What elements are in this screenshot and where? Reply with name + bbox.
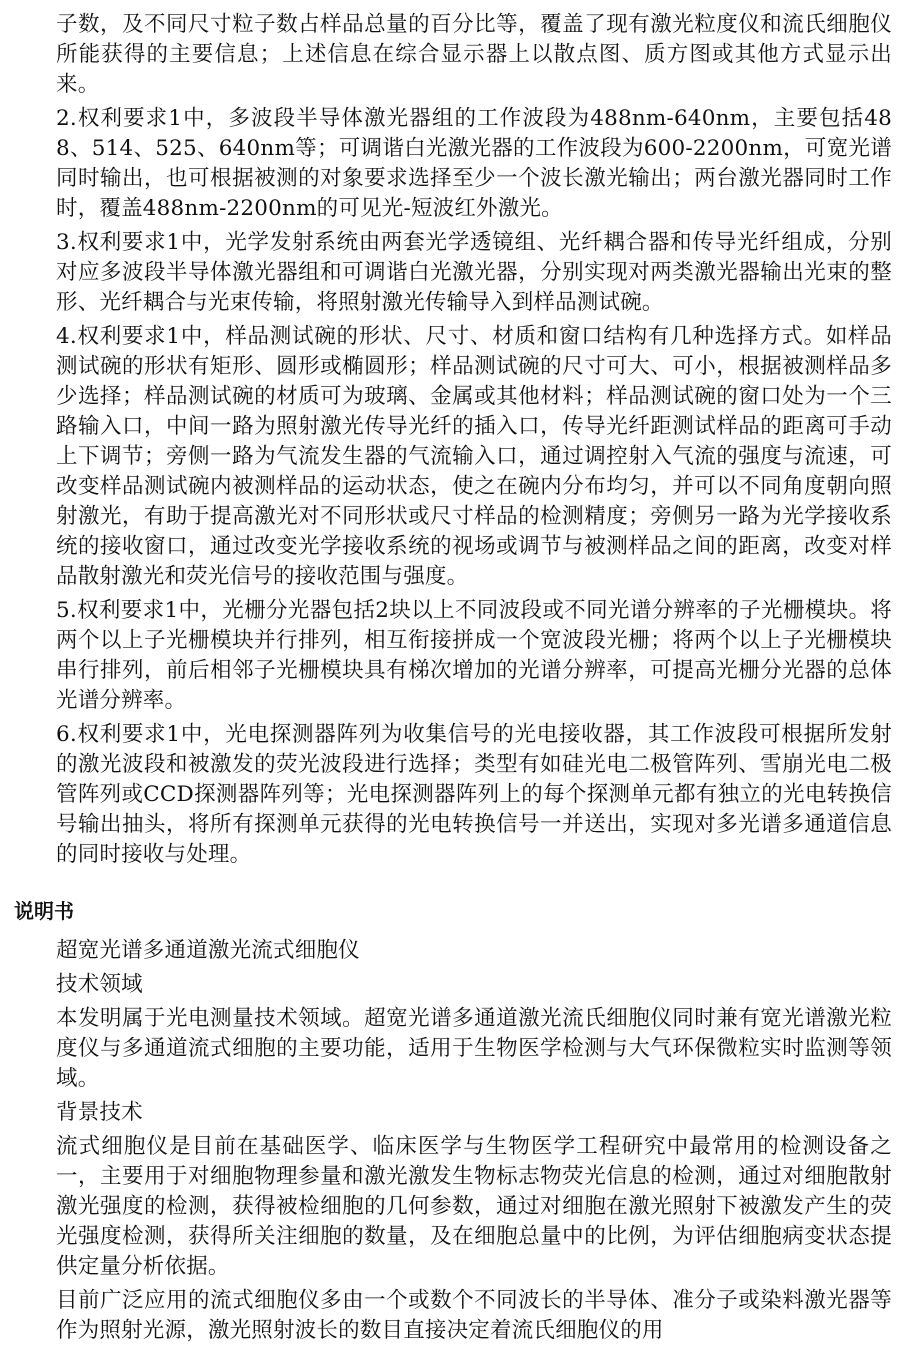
claim-5: 5.权利要求1中，光栅分光器包括2块以上不同波段或不同光谱分辨率的子光栅模块。将两个以上子光栅模块并行排列，相互衔接拼成一个宽波段光栅；将两个以上子光栅模块串行排列，前后相邻子光栅模块具有梯次增加的光谱分辨率，可提高光栅分光器的总体光谱分辨率。 [56, 598, 892, 713]
technical-field-text: 本发明属于光电测量技术领域。超宽光谱多通道激光流氏细胞仪同时兼有宽光谱激光粒度仪与多通道流式细胞的主要功能，适用于生物医学检测与大气环保微粒实时监测等领域。 [56, 1006, 892, 1091]
description-section [56, 936, 892, 1346]
claim-1-continuation: 子数，及不同尺寸粒子数占样品总量的百分比等，覆盖了现有激光粒度仪和流氏细胞仪所能获得的主要信息；上述信息在综合显示器上以散点图、质方图或其他方式显示出来。 [56, 12, 892, 97]
invention-title: 超宽光谱多通道激光流式细胞仪 [56, 938, 360, 963]
background-heading: 背景技术 [56, 1100, 143, 1125]
claim-2: 2.权利要求1中，多波段半导体激光器组的工作波段为488nm-640nm，主要包括488、514、525、640nm等；可调谐白光激光器的工作波段为600-2200nm，可宽光谱同时输出，也可根据被测的对象要求选择至少一个波长激光输出；两台激光器同时工作时，覆盖488nm-2200nm的可见光-短波红外激光。 [56, 106, 892, 221]
technical-field-heading: 技术领域 [56, 972, 143, 997]
claim-3: 3.权利要求1中，光学发射系统由两套光学透镜组、光纤耦合器和传导光纤组成，分别对应多波段半导体激光器组和可调谐白光激光器，分别实现对两类激光器输出光束的整形、光纤耦合与光束传输，将照射激光传输导入到样品测试碗。 [56, 230, 892, 315]
claims-section [56, 10, 892, 870]
claim-4: 4.权利要求1中，样品测试碗的形状、尺寸、材质和窗口结构有几种选择方式。如样品测试碗的形状有矩形、圆形或椭圆形；样品测试碗的尺寸可大、可小，根据被测样品多少选择；样品测试碗的材质可为玻璃、金属或其他材料；样品测试碗的窗口处为一个三路输入口，中间一路为照射激光传导光纤的插入口，传导光纤距测试样品的距离可手动上下调节；旁侧一路为气流发生器的气流输入口，通过调控射入气流的强度与流速，可改变样品测试碗内被测样品的运动状态，使之在碗内分布均匀，并可以不同角度朝向照射激光，有助于提高激光对不同形状或尺寸样品的检测精度；旁侧另一路为光学接收系统的接收窗口，通过改变光学接收系统的视场或调节与被测样品之间的距离，改变对样品散射激光和荧光信号的接收范围与强度。 [56, 324, 892, 589]
background-paragraph-1: 流式细胞仪是目前在基础医学、临床医学与生物医学工程研究中最常用的检测设备之一，主要用于对细胞物理参量和激光激发生物标志物荧光信息的检测，通过对细胞散射激光强度的检测，获得被检细胞的几何参数，通过对细胞在激光照射下被激发产生的荧光强度检测，获得所关注细胞的数量，及在细胞总量中的比例，为评估细胞病变状态提供定量分析依据。 [56, 1134, 892, 1279]
background-paragraph-2: 目前广泛应用的流式细胞仪多由一个或数个不同波长的半导体、准分子或染料激光器等作为照射光源，激光照射波长的数目直接决定着流氏细胞仪的用 [56, 1288, 892, 1343]
claim-6: 6.权利要求1中，光电探测器阵列为收集信号的光电接收器，其工作波段可根据所发射的激光波段和被激发的荧光波段进行选择；类型有如硅光电二极管阵列、雪崩光电二极管阵列或CCD探测器阵列等；光电探测器阵列上的每个探测单元都有独立的光电转换信号输出抽头，将所有探测单元获得的光电转换信号一并送出，实现对多光谱多通道信息的同时接收与处理。 [56, 722, 892, 867]
description-heading: 说明书 [14, 899, 74, 923]
